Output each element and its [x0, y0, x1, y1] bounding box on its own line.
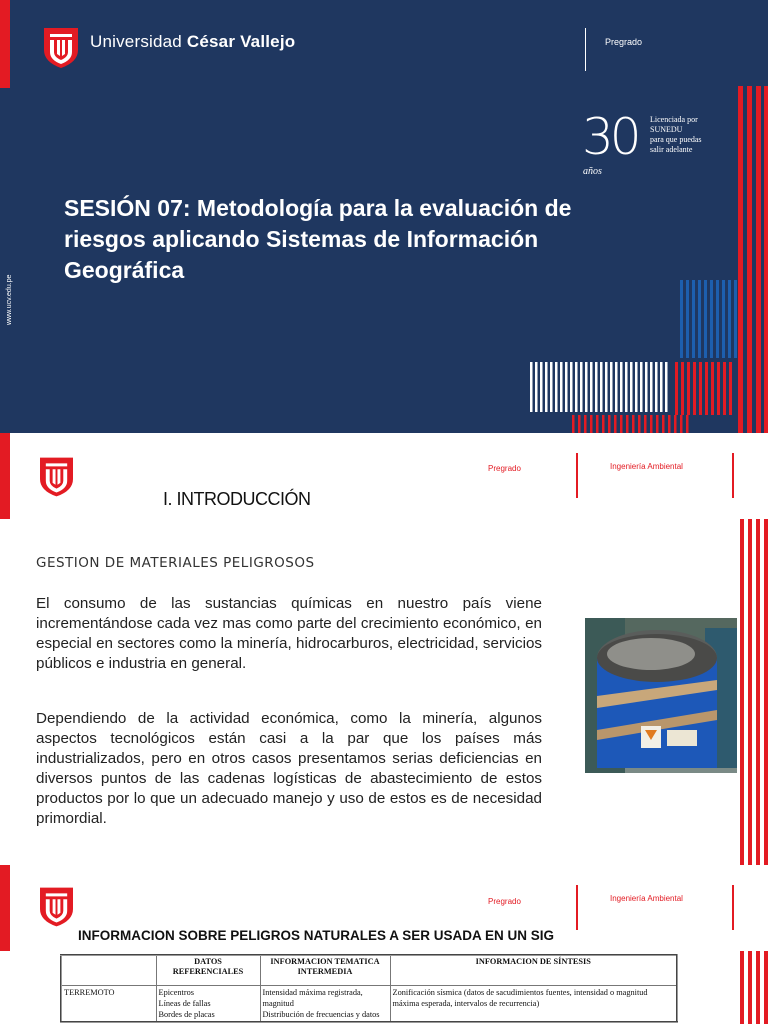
- hazards-table: [60, 954, 678, 1023]
- left-red-bar: [0, 865, 10, 951]
- table-cell: TERREMOTO: [61, 985, 156, 1022]
- table-header-cell: INFORMACION TEMATICA INTERMEDIA: [260, 955, 390, 985]
- paragraph-1: El consumo de las sustancias químicas en nuestro país viene incrementándose cada vez mas como parte del crecimiento económico, en especial en sectores como la minería, hidrocarburos, electricidad, servicios públicos e industria en general.: [36, 595, 542, 672]
- table-cell: Intensidad máxima registrada, magnitud Distribución de frecuencias y datos: [260, 985, 390, 1022]
- header-divider: [585, 28, 586, 71]
- table-header-cell: DATOS REFERENCIALES: [156, 955, 260, 985]
- program-label: Ingeniería Ambiental: [610, 462, 683, 471]
- website-url: www.ucv.edu.pe: [6, 274, 13, 325]
- chemical-barrels-photo: [585, 618, 737, 773]
- header-divider: [576, 453, 578, 498]
- table-header-row: [61, 955, 677, 985]
- table-cell: Zonificación sísmica (datos de sacudimientos fuentes, intensidad o magnitud máxima esperada, intervalos de recurrencia): [390, 985, 677, 1022]
- university-name: Universidad César Vallejo: [90, 32, 296, 51]
- table-header-cell: INFORMACION DE SÍNTESIS: [390, 955, 677, 985]
- introduction-slide: [0, 433, 768, 865]
- table-heading: INFORMACION SOBRE PELIGROS NATURALES A SER USADA EN UN SIG: [78, 928, 555, 943]
- ucv-logo-icon: [44, 28, 78, 68]
- ucv-logo-icon: [40, 887, 73, 927]
- header-divider: [576, 885, 578, 930]
- right-red-stripes: [738, 86, 768, 433]
- decorative-stripes-graphic: [530, 280, 740, 433]
- natural-hazards-slide: [0, 865, 768, 1024]
- ucv-logo-icon: [40, 457, 73, 497]
- left-red-bar: [0, 433, 10, 519]
- right-red-stripes: [740, 951, 768, 1024]
- header-divider: [732, 885, 734, 930]
- table-cell: Epicentros Líneas de fallas Bordes de placas: [156, 985, 260, 1022]
- pregrado-label: Pregrado: [605, 37, 643, 47]
- right-red-stripes: [740, 519, 768, 865]
- table-header-cell: [61, 955, 156, 985]
- title-slide: [0, 0, 768, 433]
- paragraph-2: Dependiendo de la actividad económica, como la minería, algunos aspectos tecnológicos están casi a la par que los países más industrializados, pero en otros casos presentamos serias deficiencias en diversos puntos de las cadenas logísticas de abastecimiento de estos productos por lo que un adecuado manejo y uso de estos es de necesidad primordial.: [36, 710, 542, 827]
- header-divider: [732, 453, 734, 498]
- pregrado-label: Pregrado: [488, 464, 521, 473]
- program-label: Ingeniería Ambiental: [610, 894, 683, 903]
- anniversary-number: 30: [582, 108, 638, 166]
- sunedu-license-text: Licenciada por SUNEDU para que puedas salir adelante: [650, 115, 702, 154]
- section-heading: I. INTRODUCCIÓN: [163, 489, 311, 509]
- anniversary-word: años: [583, 166, 602, 177]
- left-red-bar: [0, 0, 10, 88]
- table-row: [61, 985, 677, 1022]
- pregrado-label: Pregrado: [488, 897, 521, 906]
- section-subheading: GESTION DE MATERIALES PELIGROSOS: [36, 555, 315, 571]
- session-title: SESIÓN 07: Metodología para la evaluación de riesgos aplicando Sistemas de Información Geográfica: [64, 195, 572, 283]
